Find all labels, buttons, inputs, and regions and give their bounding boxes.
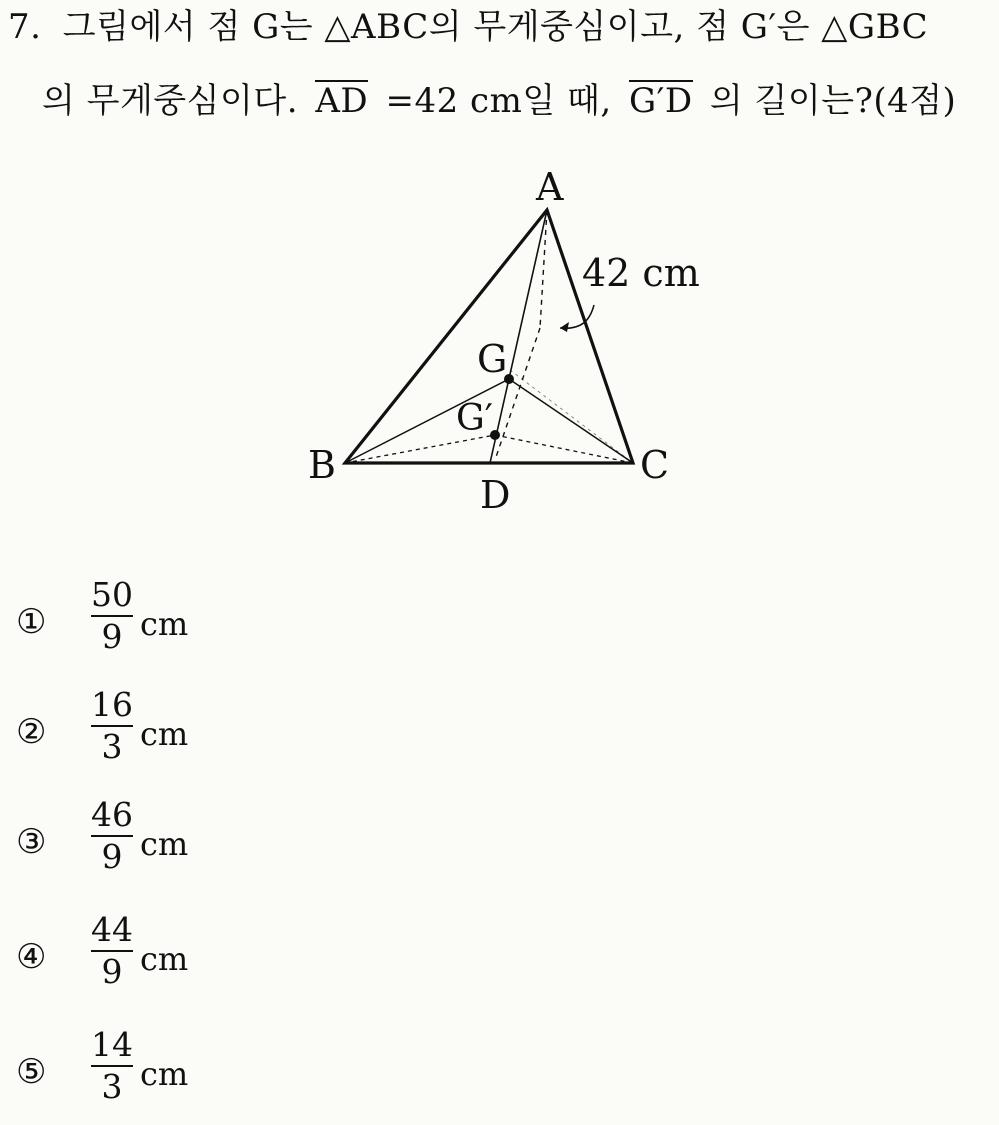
- triangle-diagram: [290, 160, 720, 520]
- choice-3[interactable]: [16, 795, 276, 895]
- question-number: 7.: [8, 7, 42, 47]
- choice-marker-5: ⑤: [16, 1052, 47, 1092]
- segment-gc: [509, 379, 633, 463]
- choice-denominator-3: 9: [101, 837, 123, 876]
- label-d: D: [480, 473, 511, 517]
- choice-1[interactable]: [16, 575, 276, 675]
- label-b: B: [308, 443, 336, 487]
- choice-unit-3: cm: [140, 825, 189, 863]
- question-text-2b: =42 cm일 때,: [385, 81, 612, 121]
- choice-2[interactable]: [16, 685, 276, 785]
- label-c: C: [640, 443, 670, 487]
- label-g: G: [477, 337, 508, 381]
- question-line-2: [42, 80, 957, 121]
- choice-unit-2: cm: [140, 715, 189, 753]
- choice-marker-4: ④: [16, 937, 47, 977]
- choice-numerator-3: 46: [91, 795, 133, 834]
- choice-unit-4: cm: [140, 940, 189, 978]
- question-line-1: [8, 7, 929, 47]
- measure-arrowhead: [560, 322, 569, 332]
- question-text-2a: 의 무게중심이다.: [42, 81, 299, 121]
- segment-ad: AD: [315, 81, 369, 121]
- choice-numerator-2: 16: [91, 685, 133, 724]
- choice-fraction-4: [88, 910, 136, 992]
- choice-numerator-4: 44: [91, 910, 133, 949]
- choice-fraction-5: [88, 1025, 136, 1107]
- choice-4[interactable]: [16, 910, 276, 1010]
- choice-denominator-5: 3: [101, 1067, 123, 1106]
- choice-fraction-3: [88, 795, 136, 877]
- choice-fraction-2: [88, 685, 136, 767]
- question-text-1: 그림에서 점 G는 △ABC의 무게중심이고, 점 G′은 △GBC: [62, 7, 929, 47]
- choice-unit-1: cm: [140, 605, 189, 643]
- choice-numerator-5: 14: [91, 1025, 133, 1064]
- choice-unit-5: cm: [140, 1055, 189, 1093]
- choice-denominator-1: 9: [101, 617, 123, 656]
- choice-numerator-1: 50: [91, 575, 133, 614]
- aux-gc-dashed: [510, 370, 633, 463]
- triangle-figure: [290, 160, 720, 520]
- label-measure-42cm: 42 cm: [582, 251, 700, 295]
- choice-marker-1: ①: [16, 602, 47, 642]
- segment-g-prime-d: G′D: [628, 81, 693, 121]
- choice-fraction-1: [88, 575, 136, 657]
- question-text-2c: 의 길이는?(4점): [709, 81, 957, 121]
- label-a: A: [536, 165, 564, 209]
- choice-marker-3: ③: [16, 822, 47, 862]
- segment-bg-prime: [345, 435, 495, 463]
- choice-denominator-4: 9: [101, 952, 123, 991]
- label-g-prime: G′: [456, 398, 493, 439]
- choice-marker-2: ②: [16, 712, 47, 752]
- choice-5[interactable]: [16, 1025, 276, 1125]
- choice-denominator-2: 3: [101, 727, 123, 766]
